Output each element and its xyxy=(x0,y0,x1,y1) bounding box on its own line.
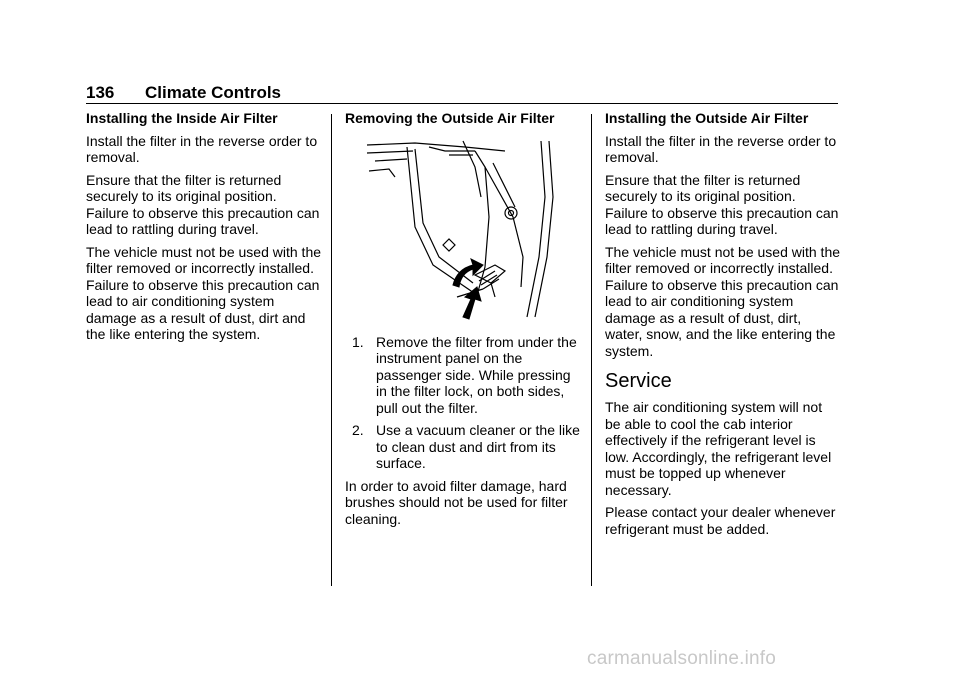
column-3 xyxy=(605,110,841,543)
paragraph: The vehicle must not be used with the filter removed or incorrectly installed. Failure to observe this precaution can lead to air conditioning system damage as a result of dust, dirt and the like entering the system. xyxy=(86,243,322,342)
header-rule xyxy=(86,103,838,104)
paragraph: The vehicle must not be used with the filter removed or incorrectly installed. Failure to observe this precaution can lead to air conditioning system damage as a result of dust, dirt, water, snow, and the like entering the system. xyxy=(605,243,841,359)
paragraph: Please contact your dealer whenever refrigerant must be added. xyxy=(605,504,836,537)
section-title: Climate Controls xyxy=(145,83,282,102)
column-divider-1 xyxy=(331,114,332,586)
step-number: 2. xyxy=(352,422,364,438)
paragraph: Ensure that the filter is returned securely to its original position. Failure to observe this precaution can lead to rattling during travel. xyxy=(605,171,839,237)
step-text: Use a vacuum cleaner or the like to clean dust and dirt from its surface. xyxy=(376,422,580,471)
list-item xyxy=(345,422,581,472)
step-number: 1. xyxy=(352,333,364,350)
page-number: 136 xyxy=(86,83,115,102)
paragraph: The air conditioning system will not be able to cool the cab interior effectively if the refrigerant level is low. Accordingly, the refrigerant level must be topped up whenever necessary. xyxy=(605,399,832,498)
heading-removing-outside-filter: Removing the Outside Air Filter xyxy=(345,110,555,126)
step-text: Remove the filter from under the instrument panel on the passenger side. While pressing in the filter lock, on both sides, pull out the filter. xyxy=(376,333,577,416)
paragraph: Install the filter in the reverse order to removal. xyxy=(86,132,318,165)
removal-steps-list xyxy=(345,334,581,472)
watermark: carmanualsonline.info xyxy=(587,648,777,669)
column-divider-2 xyxy=(591,114,592,586)
column-2 xyxy=(345,110,581,533)
paragraph: Ensure that the filter is returned securely to its original position. Failure to observe this precaution can lead to rattling during travel. xyxy=(86,171,320,237)
column-1 xyxy=(86,110,322,349)
list-item xyxy=(345,334,581,417)
filter-removal-illustration xyxy=(345,137,581,322)
filter-illustration-svg xyxy=(345,137,581,322)
paragraph: Install the filter in the reverse order to removal. xyxy=(605,132,837,165)
heading-service: Service xyxy=(605,370,672,392)
paragraph: In order to avoid filter damage, hard brushes should not be used for filter cleaning. xyxy=(345,477,568,527)
heading-installing-outside-filter: Installing the Outside Air Filter xyxy=(605,110,809,126)
heading-installing-inside-filter: Installing the Inside Air Filter xyxy=(86,110,278,126)
